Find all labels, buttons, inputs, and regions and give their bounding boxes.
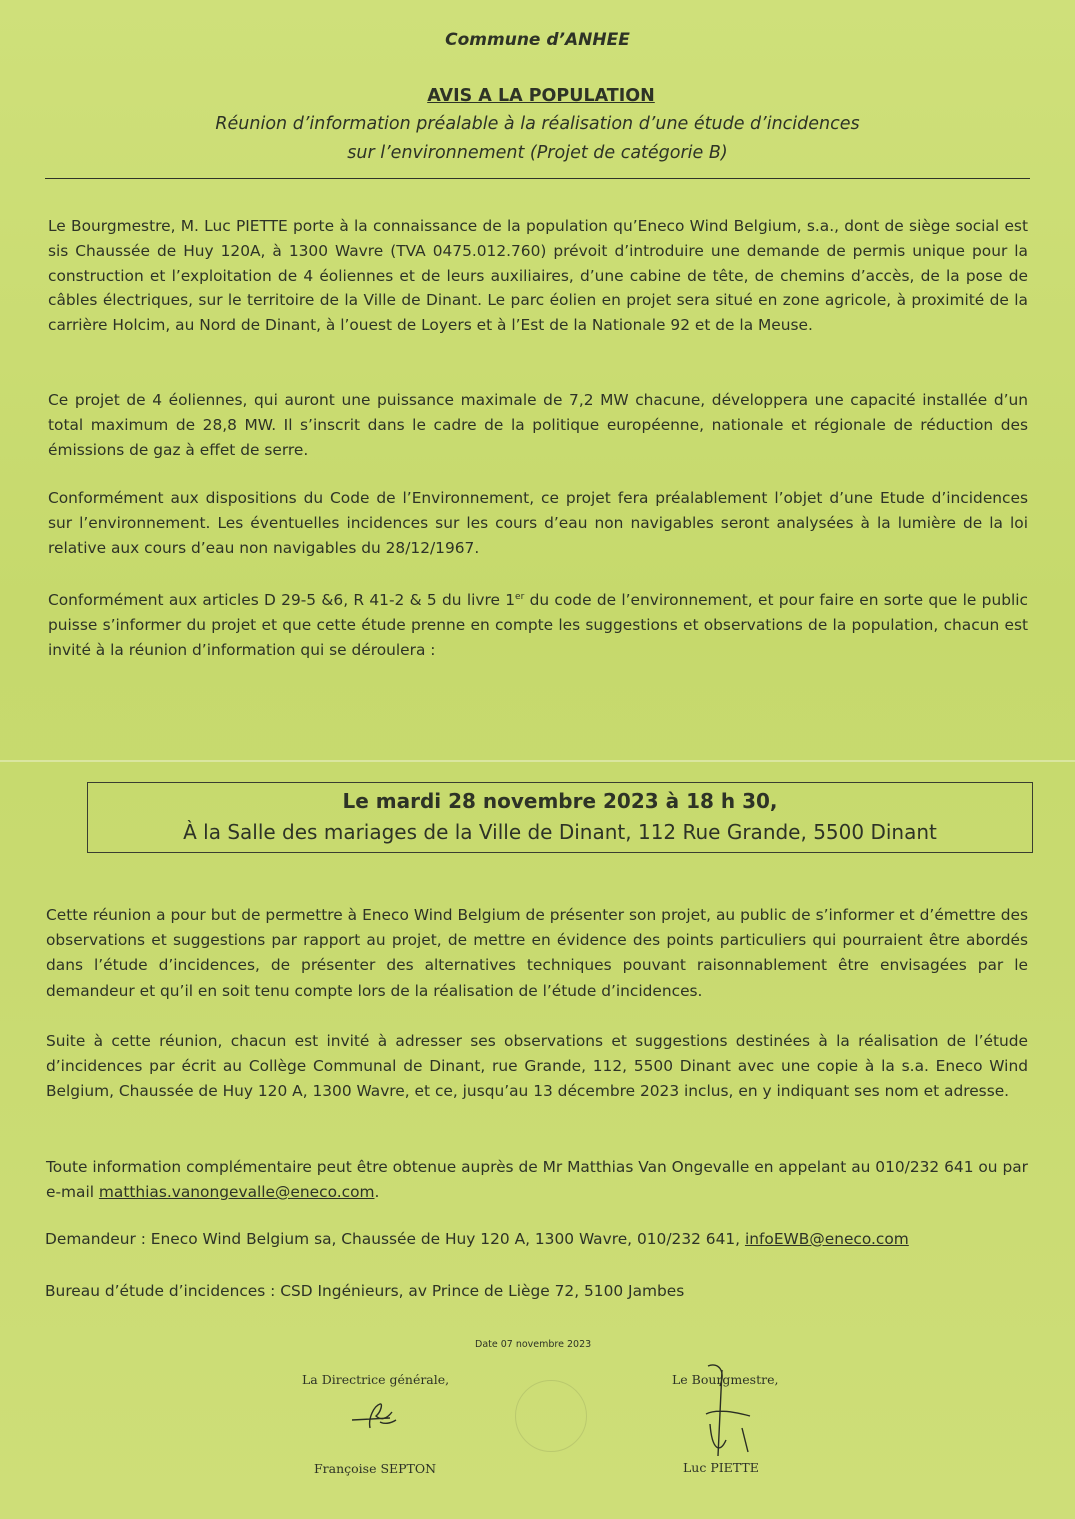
- notice-subtitle-line2: sur l’environnement (Projet de catégorie B): [347, 143, 728, 163]
- header-divider: [45, 178, 1030, 179]
- applicant-text: Demandeur : Eneco Wind Belgium sa, Chaussée de Huy 120 A, 1300 Wavre, 010/232 641,: [45, 1230, 745, 1248]
- paragraph-invitation: [48, 585, 1028, 663]
- applicant-email-link[interactable]: infoEWB@eneco.com: [744, 1230, 909, 1248]
- document-date: Date 07 novembre 2023: [475, 1339, 592, 1350]
- invitation-text-start: Conformément aux articles D 29-5 &6, R 41-2 & 5 du livre 1: [48, 591, 516, 610]
- commune-name: Commune d’ANHEE: [445, 30, 630, 50]
- bourgmestre-title: Le Bourgmestre,: [672, 1372, 779, 1387]
- meeting-place: À la Salle des mariages de la Ville de Dinant, 112 Rue Grande, 5500 Dinant: [183, 820, 937, 844]
- applicant-line: [45, 1230, 909, 1248]
- meeting-date: Le mardi 28 novembre 2023 à 18 h 30,: [342, 789, 778, 813]
- bourgmestre-name: Luc PIETTE: [683, 1460, 759, 1475]
- notice-subtitle-line1: Réunion d’information préalable à la réalisation d’une étude d’incidences: [215, 114, 860, 134]
- bourgmestre-signature: [698, 1360, 758, 1460]
- directrice-signature: [350, 1398, 400, 1438]
- directrice-title: La Directrice générale,: [302, 1372, 450, 1387]
- superscript-er: er: [515, 592, 525, 602]
- notice-title: AVIS A LA POPULATION: [427, 86, 655, 106]
- faint-seal: [515, 1380, 587, 1452]
- invitation-text-end: du code de l’environnement, et pour faire en sorte que le public puisse s’informer du projet et que cette étude prenne en compte les suggestions et observations de la population, chacun est invité à la réunion d’information qui se déroulera :: [48, 591, 1028, 659]
- contact-email-link[interactable]: matthias.vanongevalle@eneco.com: [98, 1183, 375, 1202]
- study-office-line: Bureau d’étude d’incidences : CSD Ingénieurs, av Prince de Liège 72, 5100 Jambes: [45, 1282, 685, 1300]
- paragraph-contact: [46, 1155, 1028, 1205]
- contact-end: .: [374, 1183, 380, 1202]
- paragraph-capacity: Ce projet de 4 éoliennes, qui auront une puissance maximale de 7,2 MW chacune, développera une capacité installée d’un total maximum de 28,8 MW. Il s’inscrit dans le cadre de la politique européenne, nationale et régionale de réduction des émissions de gaz à effet de serre.: [48, 391, 1028, 459]
- paper-fold: [0, 760, 1075, 762]
- paragraph-purpose: Cette réunion a pour but de permettre à Eneco Wind Belgium de présenter son projet, au public de s’informer et d’émettre des observations et suggestions par rapport au projet, de mettre en évidence des points particuliers qui pourraient être abordés dans l’étude d’incidences, de présenter des alternatives techniques pouvant raisonnablement être envisagées par le demandeur et qu’il en soit tenu compte lors de la réalisation de l’étude d’incidences.: [46, 906, 1028, 1000]
- paragraph-announcement: Le Bourgmestre, M. Luc PIETTE porte à la connaissance de la population qu’Eneco Wind Belgium, s.a., dont de siège social est sis Chaussée de Huy 120A, à 1300 Wavre (TVA 0475.012.760) prévoit d’introduire une demande de permis unique pour la construction et l’exploitation de 4 éoliennes et de leurs auxiliaires, d’une cabine de tête, de chemins d’accès, de la pose de câbles électriques, sur le territoire de la Ville de Dinant. Le parc éolien en projet sera situé en zone agricole, à proximité de la carrière Holcim, au Nord de Dinant, à l’ouest de Loyers et à l’Est de la Nationale 92 et de la Meuse.: [48, 217, 1028, 335]
- paragraph-impact-study: Conformément aux dispositions du Code de l’Environnement, ce projet fera préalablement l’objet d’une Etude d’incidences sur l’environnement. Les éventuelles incidences sur les cours d’eau non navigables seront analysées à la lumière de la loi relative aux cours d’eau non navigables du 28/12/1967.: [48, 489, 1028, 557]
- paragraph-submissions: Suite à cette réunion, chacun est invité à adresser ses observations et suggestions destinées à la réalisation de l’étude d’incidences par écrit au Collège Communal de Dinant, rue Grande, 112, 5500 Dinant avec une copie à la s.a. Eneco Wind Belgium, Chaussée de Huy 120 A, 1300 Wavre, et ce, jusqu’au 13 décembre 2023 inclus, en y indiquant ses nom et adresse.: [46, 1032, 1028, 1101]
- contact-text: Toute information complémentaire peut être obtenue auprès de Mr Matthias Van Ongevalle en appelant au 010/232 641 ou par e-mail: [46, 1158, 1028, 1202]
- directrice-name: Françoise SEPTON: [314, 1461, 437, 1476]
- meeting-box: [87, 782, 1033, 853]
